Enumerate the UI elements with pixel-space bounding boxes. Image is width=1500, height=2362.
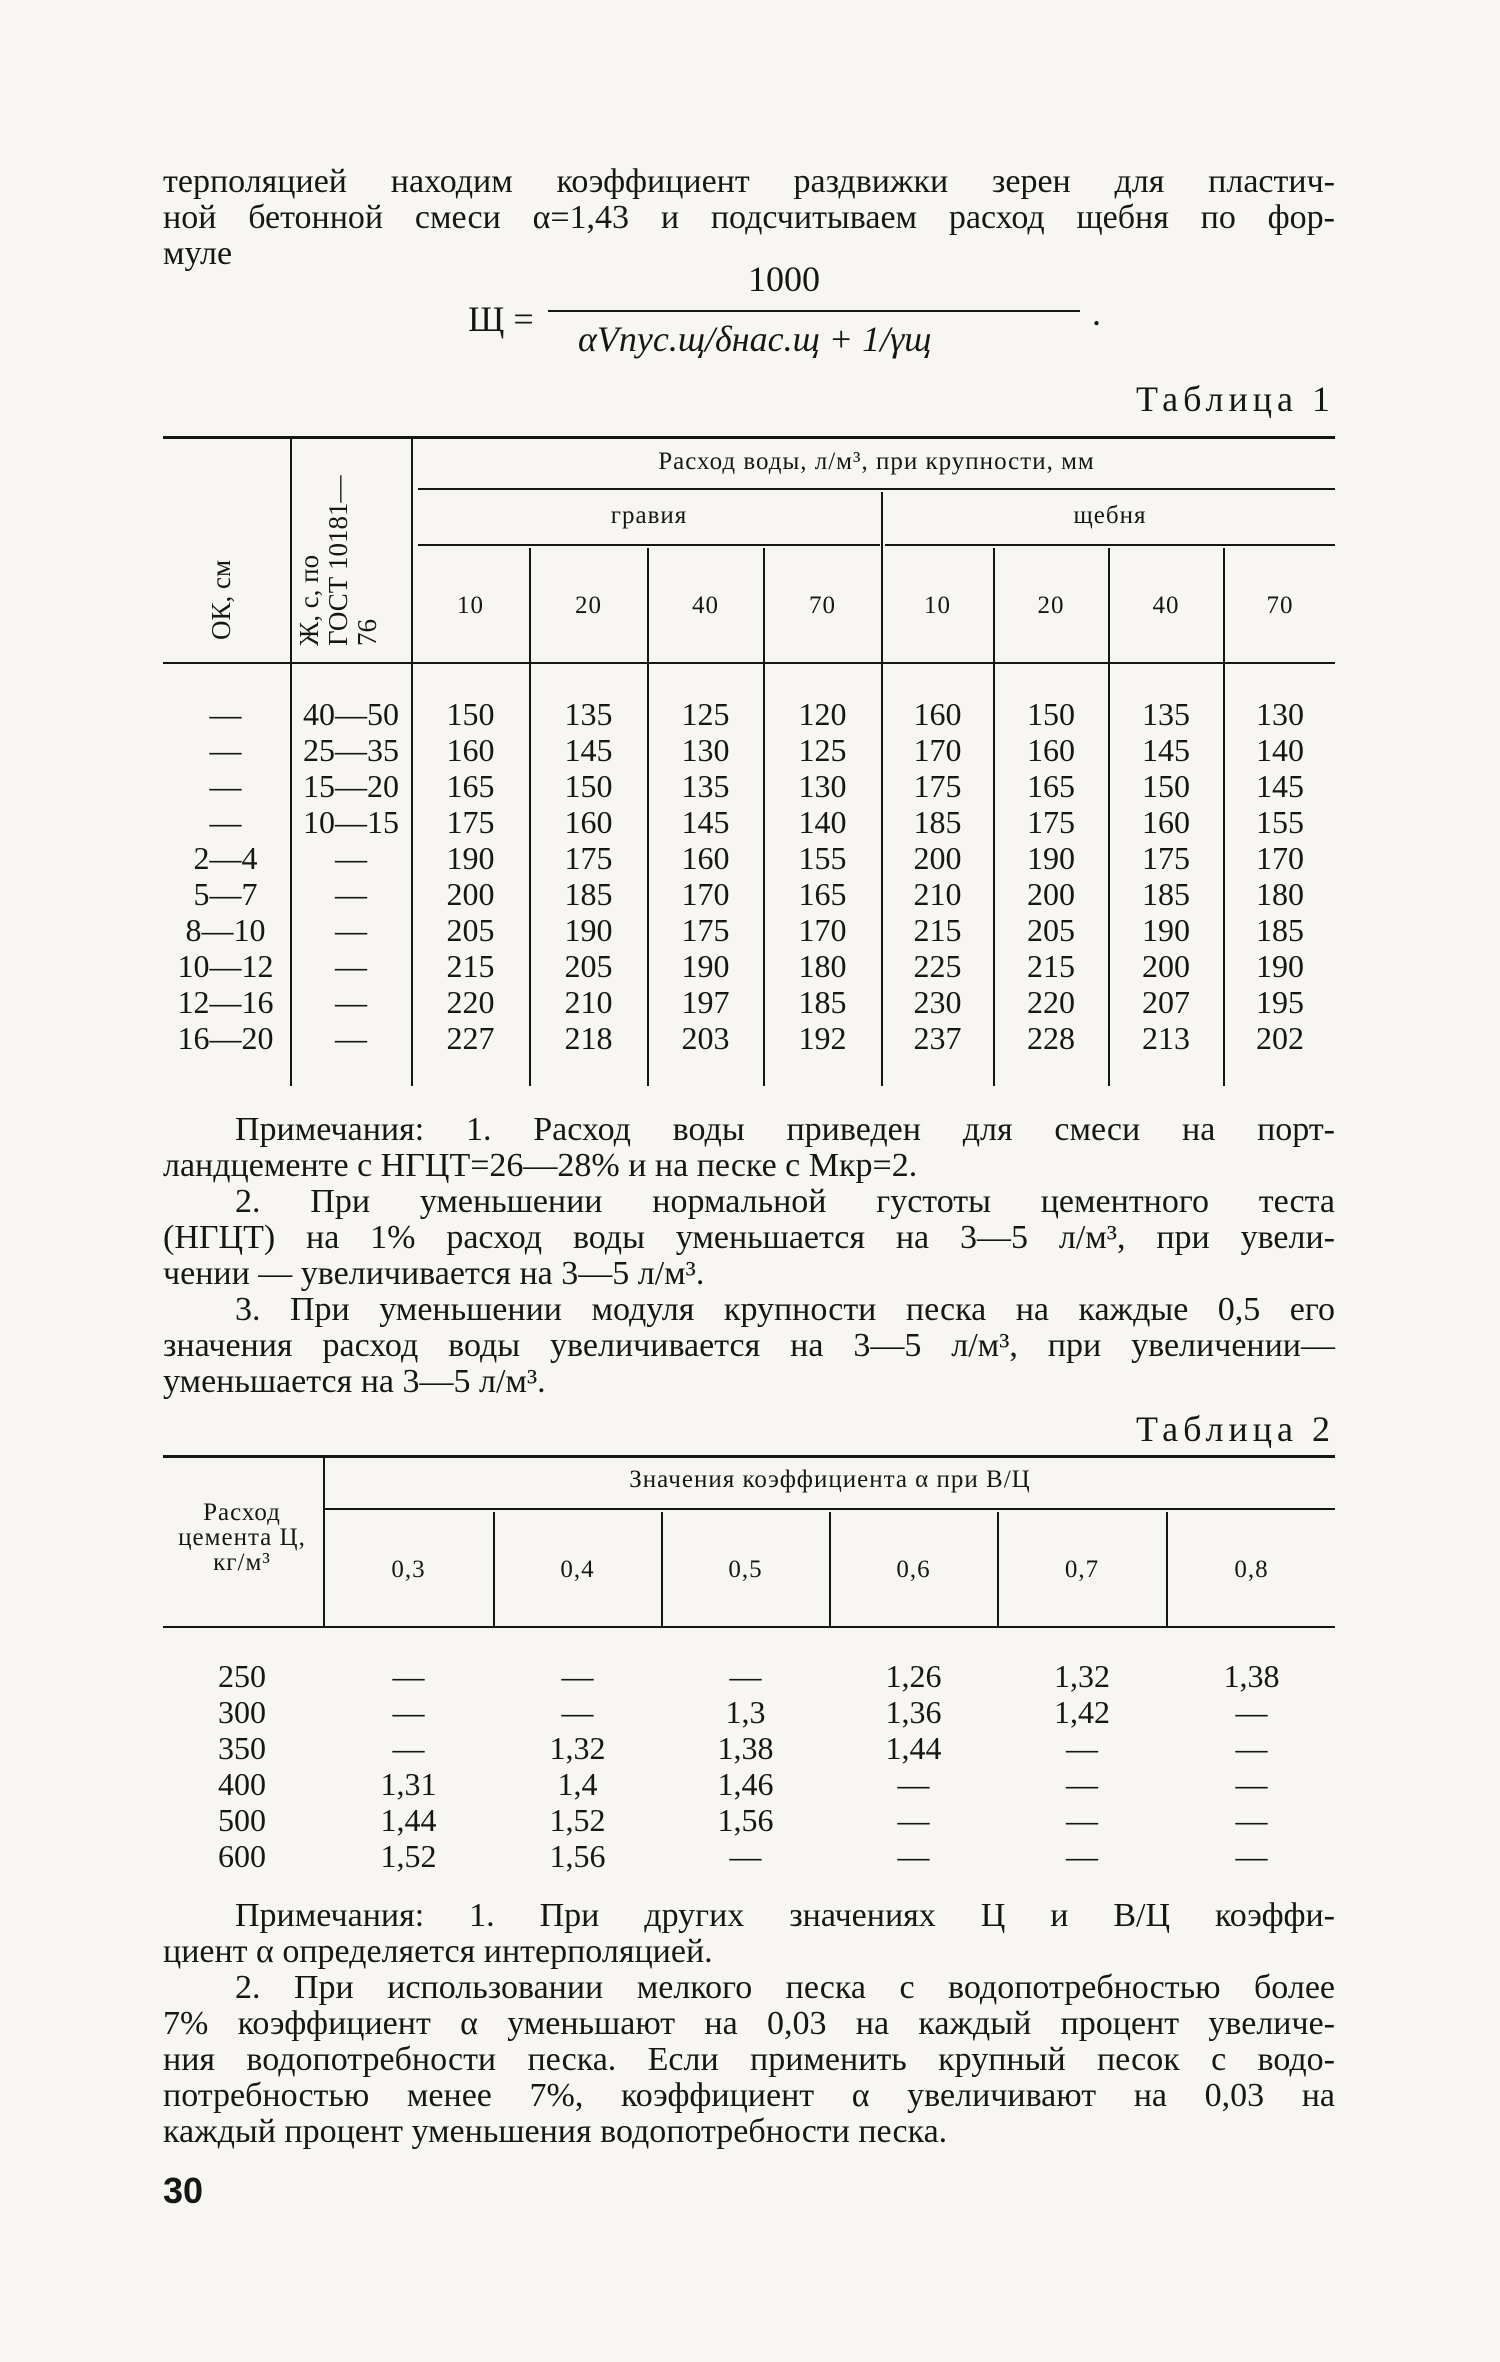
table1-cell: 185: [913, 804, 962, 840]
table1-cell: 202: [1256, 1020, 1304, 1056]
table1-ok-cell: 16—20: [177, 1020, 274, 1056]
table1-value-column: [765, 696, 880, 1056]
table1-cell: 135: [1142, 696, 1190, 732]
table2-cement-cell: 600: [218, 1838, 266, 1874]
intro-line: терполяцией находим коэффициент раздвижки зерен для пластич-: [163, 163, 1335, 200]
table2-wc: 0,4: [560, 1556, 595, 1583]
table1-cell: 192: [798, 1020, 847, 1056]
table1-ok-cell: 8—10: [185, 912, 266, 948]
table1-caption: Таблица 1: [1136, 379, 1335, 419]
table1-cell: 130: [798, 768, 847, 804]
table1-cell: 150: [564, 768, 613, 804]
table1-cell: 200: [1027, 876, 1075, 912]
note-line: 2. При использовании мелкого песка с водопотребностью более: [235, 1969, 1335, 2006]
table1-zh-cell: 15—20: [303, 768, 399, 804]
zh-line: 76: [352, 619, 382, 646]
table2-cell: 1,56: [549, 1838, 606, 1874]
table2-cell: —: [1066, 1766, 1098, 1802]
table2-wc: 0,8: [1234, 1556, 1269, 1583]
table1-cell: 200: [446, 876, 495, 912]
table1-cell: 135: [564, 696, 613, 732]
table2-wc: 0,5: [728, 1556, 763, 1583]
table1-zh-cell: —: [335, 948, 367, 984]
table1-cell: 180: [798, 948, 847, 984]
table1-cell: 135: [681, 768, 730, 804]
table2-cell: 1,52: [549, 1802, 606, 1838]
table1-zh-cell: —: [335, 876, 367, 912]
table2-cell: 1,31: [380, 1766, 437, 1802]
table1-size: 10: [924, 592, 951, 619]
table1-cell: 230: [913, 984, 962, 1020]
table1-ok-column: [163, 696, 288, 1056]
table2-cell: —: [1235, 1802, 1268, 1838]
table1-ok-cell: —: [209, 696, 242, 732]
table1-size: 10: [457, 592, 484, 619]
table2-cement-cell: 350: [218, 1730, 266, 1766]
table1-value-column: [531, 696, 646, 1056]
table1-gravel-rule: [418, 544, 880, 546]
intro-paragraph: [163, 164, 1335, 272]
table1-cell: 200: [1142, 948, 1190, 984]
table1-cell: 195: [1256, 984, 1304, 1020]
formula-lhs: Щ =: [468, 299, 534, 339]
table1-ok-cell: —: [209, 732, 242, 768]
note-line: потребностью менее 7%, коэффициент α увеличивают на 0,03 на: [163, 2077, 1335, 2114]
table2-cell: —: [1235, 1838, 1268, 1874]
table1-header-zh: [295, 475, 382, 646]
table2-cell: —: [729, 1658, 762, 1694]
table1-ok-cell: 2—4: [193, 840, 258, 876]
table2-cell: —: [729, 1838, 762, 1874]
table2-cell: —: [897, 1838, 930, 1874]
table2-wc: 0,3: [391, 1556, 426, 1583]
table1-size: 20: [1037, 592, 1065, 619]
table1-cell: 215: [446, 948, 495, 984]
fraction-bar: [548, 310, 1080, 312]
note-line: чении — увеличивается на 3—5 л/м³.: [163, 1255, 705, 1292]
table2-cell: 1,26: [885, 1658, 942, 1694]
table1-cell: 130: [1256, 696, 1304, 732]
table1-crushed-rule: [885, 544, 1335, 546]
table1-cell: 125: [681, 696, 730, 732]
crushed-stone-formula: [468, 258, 1188, 368]
table2-cell: 1,32: [1054, 1658, 1110, 1694]
table1-cell: 165: [446, 768, 495, 804]
table1-cell: 160: [681, 840, 730, 876]
table2-cement-cell: 400: [218, 1766, 266, 1802]
table1-cell: 175: [681, 912, 730, 948]
table1-zh-cell: 10—15: [303, 804, 399, 840]
table1-group-gravel: гравия: [610, 502, 688, 529]
table2-top-rule: [163, 1455, 1335, 1458]
table1-size: 40: [692, 592, 719, 619]
table2-cell: —: [1066, 1730, 1098, 1766]
table1-cell: 185: [564, 876, 613, 912]
table2-value-column: [1168, 1658, 1335, 1874]
table1-zh-cell: 40—50: [303, 696, 399, 732]
table1-zh-column: [292, 696, 410, 1056]
table1-zh-cell: —: [335, 1020, 367, 1056]
table1-cell: 165: [798, 876, 847, 912]
table1-ok-cell: —: [209, 768, 242, 804]
table2-wc: 0,7: [1064, 1556, 1100, 1583]
table2-cell: —: [897, 1802, 930, 1838]
table1-size: 70: [1266, 592, 1294, 619]
table2-value-column: [831, 1658, 996, 1874]
table1-cell: 160: [564, 804, 613, 840]
table1-cell: 190: [1256, 948, 1304, 984]
table1-cell: 207: [1142, 984, 1190, 1020]
table2-cell: 1,42: [1054, 1694, 1110, 1730]
page-number: 30: [163, 2170, 204, 2211]
table1-cell: 160: [1142, 804, 1190, 840]
table1-zh-cell: 25—35: [303, 732, 399, 768]
table2-subrule: [325, 1508, 1335, 1510]
table2-cell: 1,3: [725, 1694, 766, 1730]
note-line: 3. При уменьшении модуля крупности песка на каждые 0,5 его: [235, 1291, 1335, 1328]
table1-value-column: [1225, 696, 1335, 1056]
table1-cell: 170: [798, 912, 847, 948]
table1-cell: 130: [681, 732, 730, 768]
table1-cell: 160: [446, 732, 495, 768]
table2-value-column: [663, 1658, 828, 1874]
table2-cell: —: [1066, 1802, 1098, 1838]
table1-cell: 175: [1142, 840, 1190, 876]
table1-cell: 210: [913, 876, 962, 912]
table1-cell: 155: [798, 840, 847, 876]
note-line: каждый процент уменьшения водопотребности песка.: [163, 2113, 948, 2150]
table1-cell: 145: [564, 732, 613, 768]
table2-cement-cell: 500: [218, 1802, 266, 1838]
table1-cell: 205: [446, 912, 495, 948]
note-line: уменьшается на 3—5 л/м³.: [163, 1363, 546, 1400]
note-line: циент α определяется интерполяцией.: [163, 1933, 713, 1970]
note-line: 7% коэффициент α уменьшают на 0,03 на каждый процент увеличе-: [163, 2005, 1335, 2042]
table1-cell: 215: [1027, 948, 1075, 984]
table1-value-column: [883, 696, 992, 1056]
table2-cell: —: [897, 1766, 930, 1802]
table1-cell: 155: [1256, 804, 1304, 840]
table1-zh-cell: —: [335, 984, 367, 1020]
table1-size: 40: [1152, 592, 1180, 619]
table1-ok-cell: 5—7: [193, 876, 258, 912]
table2-cell: —: [1235, 1694, 1268, 1730]
table1-subrule: [418, 488, 1335, 490]
table1-group-crushed: щебня: [1073, 502, 1147, 529]
table1-notes: [163, 1112, 1335, 1400]
note-line: 2. При уменьшении нормальной густоты цементного теста: [235, 1183, 1335, 1220]
note-line: Примечания: 1. Расход воды приведен для смеси на порт-: [235, 1111, 1335, 1148]
note-line: значения расход воды увеличивается на 3—5 л/м³, при увеличении—: [163, 1327, 1335, 1364]
table1-cell: 175: [913, 768, 962, 804]
table1-cell: 170: [913, 732, 962, 768]
table1-cell: 175: [564, 840, 613, 876]
table1-cell: 220: [1027, 984, 1075, 1020]
table2-cell: 1,4: [557, 1766, 598, 1802]
table1-cell: 190: [564, 912, 613, 948]
table2-cement-cell: 300: [218, 1694, 266, 1730]
table1-cell: 145: [681, 804, 730, 840]
table1-cell: 170: [681, 876, 730, 912]
table1-cell: 228: [1027, 1020, 1075, 1056]
intro-line: ной бетонной смеси α=1,43 и подсчитываем расход щебня по фор-: [163, 199, 1335, 236]
row-header-line: цемента Ц,: [178, 1524, 306, 1551]
table1-cell: 140: [1256, 732, 1304, 768]
table2-cell: —: [561, 1658, 594, 1694]
zh-line: Ж, с, по: [294, 554, 324, 646]
table2-cell: —: [1066, 1838, 1098, 1874]
note-line: ния водопотребности песка. Если применить крупный песок с водо-: [163, 2041, 1335, 2078]
table1-cell: 120: [798, 696, 847, 732]
note-line: (НГЦТ) на 1% расход воды уменьшается на 3—5 л/м³, при увели-: [163, 1219, 1335, 1256]
table1-zh-cell: —: [335, 912, 367, 948]
table1-cell: 150: [1142, 768, 1190, 804]
table1-cell: 145: [1256, 768, 1304, 804]
table1-cell: 185: [1256, 912, 1304, 948]
table1-cell: 170: [1256, 840, 1304, 876]
table2-row-header: [163, 1500, 321, 1575]
table2-cell: 1,38: [717, 1730, 774, 1766]
table1-cell: 220: [446, 984, 495, 1020]
table1-size: 70: [809, 592, 836, 619]
table2-cell: —: [392, 1694, 425, 1730]
table1-cell: 215: [913, 912, 962, 948]
table2-header-rule: [163, 1626, 1335, 1628]
intro-line: муле: [163, 235, 233, 272]
table1-cell: 205: [564, 948, 613, 984]
table2-cell: 1,56: [717, 1802, 774, 1838]
table1-cell: 190: [1142, 912, 1190, 948]
table1-cell: 185: [798, 984, 847, 1020]
table1-size: 20: [575, 592, 602, 619]
table1-ok-cell: 12—16: [177, 984, 274, 1020]
table1-cell: 145: [1142, 732, 1190, 768]
table1-cell: 160: [913, 696, 962, 732]
table1-cell: 165: [1027, 768, 1075, 804]
table1-cell: 150: [446, 696, 495, 732]
table1-cell: 213: [1142, 1020, 1190, 1056]
table1-cell: 237: [913, 1020, 962, 1056]
table2-cell: —: [1235, 1730, 1268, 1766]
table2-value-column: [495, 1658, 660, 1874]
table1-cell: 210: [564, 984, 613, 1020]
table2-cell: 1,32: [549, 1730, 606, 1766]
table1-cell: 140: [798, 804, 847, 840]
table2-cell: —: [561, 1694, 594, 1730]
table2-cell: —: [392, 1730, 425, 1766]
table1-cell: 175: [446, 804, 495, 840]
table2-cell: 1,38: [1223, 1658, 1280, 1694]
table1-cell: 200: [913, 840, 962, 876]
table2-value-column: [325, 1658, 492, 1874]
table1-cell: 185: [1142, 876, 1190, 912]
table1-value-column: [1110, 696, 1222, 1056]
table1-cell: 175: [1027, 804, 1075, 840]
table1-ok-cell: —: [209, 804, 242, 840]
table2-notes: [163, 1898, 1335, 2150]
table1-value-column: [413, 696, 528, 1056]
zh-line: ГОСТ 10181—: [323, 475, 353, 646]
note-line: Примечания: 1. При других значениях Ц и В/Ц коэффи-: [235, 1897, 1335, 1934]
table2-cell: 1,36: [885, 1694, 942, 1730]
table2-super-header: Значения коэффициента α при В/Ц: [629, 1466, 1031, 1493]
table1-value-column: [995, 696, 1107, 1056]
row-header-line: кг/м³: [213, 1549, 271, 1576]
table1-value-column: [649, 696, 762, 1056]
formula-numerator: 1000: [748, 259, 820, 299]
table1-header-ok: ОК, см: [206, 559, 236, 640]
table1-cell: 197: [681, 984, 730, 1020]
table2-cell: —: [1235, 1766, 1268, 1802]
table1-cell: 125: [798, 732, 847, 768]
table2-cement-cell: 250: [218, 1658, 266, 1694]
table1-cell: 150: [1027, 696, 1075, 732]
table1-cell: 205: [1027, 912, 1075, 948]
table1-cell: 190: [446, 840, 495, 876]
table1-cell: 180: [1256, 876, 1304, 912]
table1-zh-cell: —: [335, 840, 367, 876]
table1-top-rule: [163, 436, 1335, 439]
table2-cell: 1,52: [380, 1838, 437, 1874]
table1-cell: 160: [1027, 732, 1075, 768]
note-line: ландцементе с НГЦТ=26—28% и на песке с Мкр=2.: [163, 1147, 918, 1184]
table2-wc: 0,6: [896, 1556, 931, 1583]
table1-cell: 225: [913, 948, 962, 984]
table2-value-column: [999, 1658, 1165, 1874]
table2-cell: 1,44: [885, 1730, 942, 1766]
table1-cell: 218: [564, 1020, 613, 1056]
table1-super-header: Расход воды, л/м³, при крупности, мм: [658, 448, 1095, 475]
table1-cell: 203: [681, 1020, 730, 1056]
table2-caption: Таблица 2: [1136, 1409, 1335, 1449]
table2-cell: 1,44: [380, 1802, 437, 1838]
table1-cell: 227: [446, 1020, 495, 1056]
table2-cell: 1,46: [717, 1766, 774, 1802]
table1-ok-cell: 10—12: [177, 948, 274, 984]
formula-denominator: αVпус.щ/δнас.щ + 1/γщ: [578, 319, 932, 359]
formula-end: .: [1092, 293, 1101, 333]
table1-cell: 190: [1027, 840, 1075, 876]
table2-cell: —: [392, 1658, 425, 1694]
table1-header-rule: [163, 662, 1335, 664]
table1-cell: 190: [681, 948, 730, 984]
table2-cement-column: [163, 1658, 321, 1874]
row-header-line: Расход: [203, 1499, 281, 1526]
